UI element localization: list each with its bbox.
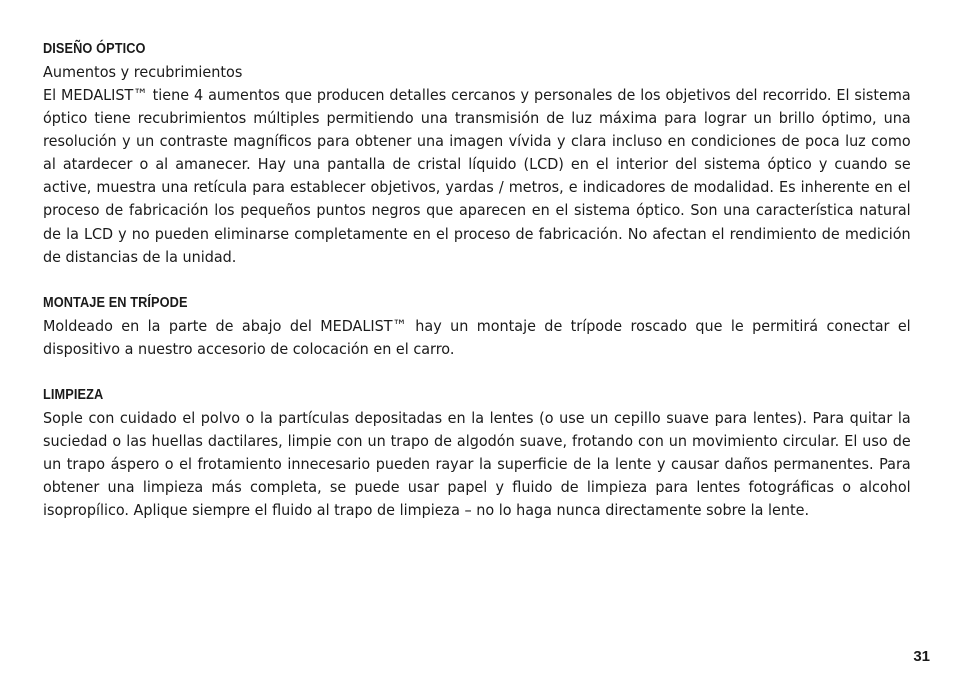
section-spacer <box>43 361 911 384</box>
section-cleaning <box>43 384 911 522</box>
section-spacer <box>43 269 911 292</box>
section-title-cleaning: LIMPIEZA <box>43 386 104 403</box>
paragraph-cleaning: Sople con cuidado el polvo o la partículas depositadas en la lentes (o use un cepillo suave para lentes). Para quitar la suciedad o las huellas dactilares, limpie con un trapo de algodón suave, frotando con un movimiento circular. El uso de un trapo áspero o el frotamiento innecesario pueden rayar la superficie de la lente y causar daños permanentes. Para obtener una limpieza más completa, se puede usar papel y fluido de limpieza para lentes fotográficas o alcohol isopropílico. Aplique siempre el fluido al trapo de limpieza – no lo haga nunca directamente sobre la lente. <box>43 408 911 520</box>
section-optical-design <box>43 38 911 269</box>
section-title-tripod-mount: MONTAJE EN TRÍPODE <box>43 294 188 311</box>
page-number: 31 <box>913 648 930 665</box>
document-page <box>43 38 911 522</box>
paragraph-optical-design: El MEDALIST™ tiene 4 aumentos que producen detalles cercanos y personales de los objetivos del recorrido. El sistema óptico tiene recubrimientos múltiples permitiendo una transmisión de luz máxima para lograr un brillo óptimo, una resolución y un contraste magníficos para obtener una imagen vívida y clara incluso en condiciones de poca luz como al atardecer o al amanecer. Hay una pantalla de cristal líquido (LCD) en el interior del sistema óptico y cuando se active, muestra una retícula para establecer objetivos, yardas / metros, e indicadores de modalidad. Es inherente en el proceso de fabricación los pequeños puntos negros que aparecen en el sistema óptico. Son una característica natural de la LCD y no pueden eliminarse completamente en el proceso de fabricación. No afectan el rendimiento de medición de distancias de la unidad. <box>43 86 911 266</box>
subtitle-magnification-coatings: Aumentos y recubrimientos <box>43 63 243 81</box>
paragraph-tripod-mount: Moldeado en la parte de abajo del MEDALIST™ hay un montaje de trípode roscado que le permitirá conectar el dispositivo a nuestro accesorio de colocación en el carro. <box>43 316 911 358</box>
section-tripod-mount <box>43 292 911 361</box>
section-title-optical-design: DISEÑO ÓPTICO <box>43 41 146 57</box>
